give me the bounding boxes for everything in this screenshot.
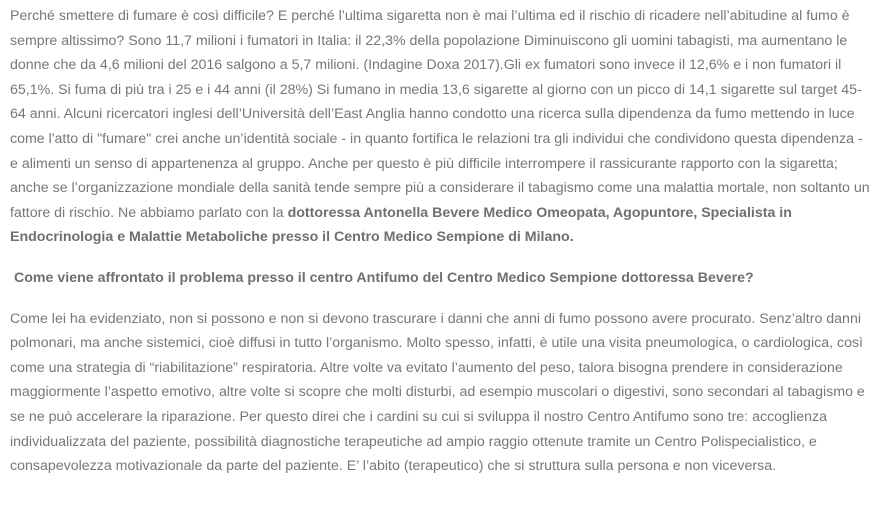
intro-text: Perché smettere di fumare è così difficile? E perché l’ultima sigaretta non è mai l’ultima ed il rischio di ricadere nell’abitudine al fumo è sempre altissimo? Sono 11,7 milioni i fumatori in Italia: il 22,3% della popolazione Diminuiscono gli uomini tabagisti, ma aumentano le donne che da 4,6 milioni del 2016 salgono a 5,7 milioni. (Indagine Doxa 2017).Gli ex fumatori sono invece il 12,6% e i non fumatori il 65,1%. Si fuma di più tra i 25 e i 44 anni (il 28%) Si fumano in media 13,6 sigarette al giorno con un picco di 14,1 sigarette sul target 45-64 anni. Alcuni ricercatori inglesi dell’Università dell’East Anglia hanno condotto una ricerca sulla dipendenza da fumo mettendo in luce come l'atto di "fumare" crei anche un’identità sociale - in quanto fortifica le relazioni tra gli individui che condividono questa dipendenza - e alimenti un senso di appartenenza al gruppo. Anche per questo è più difficile interrompere il rassicurante rapporto con la sigaretta; anche se l’organizzazione mondiale della sanità tende sempre più a considerare il tabagismo come una malattia mortale, non soltanto un fattore di rischio. Ne abbiamo parlato con la [10,8,870,221]
intro-paragraph [10,4,870,250]
answer-paragraph: Come lei ha evidenziato, non si possono e non si devono trascurare i danni che anni di fumo possono avere procurato. Senz’altro danni polmonari, ma anche sistemici, cioè diffusi in tutto l’organismo. Molto spesso, infatti, è utile una visita pneumologica, o cardiologica, così come una strategia di “riabilitazione” respiratoria. Altre volte va evitato l’aumento del peso, talora bisogna prendere in considerazione maggiormente l’aspetto emotivo, altre volte si scopre che molti disturbi, ad esempio muscolari o digestivi, sono secondari al tabagismo e se ne può accelerare la riparazione. Per questo direi che i cardini su cui si sviluppa il nostro Centro Antifumo sono tre: accoglienza individualizzata del paziente, possibilità diagnostiche terapeutiche ad ampio raggio ottenute tramite un Centro Polispecialistico, e consapevolezza motivazionale da parte del paziente. E’ l’abito (terapeutico) che si struttura sulla persona e non viceversa. [10,310,865,475]
interviewee-credentials: dottoressa Antonella Bevere Medico Omeopata, Agopuntore, Specialista in Endocrinologia e Malattie Metaboliche presso il Centro Medico Sempione di Milano. [10,204,792,246]
interview-question: Come viene affrontato il problema presso il centro Antifumo del Centro Medico Sempione dottoressa Bevere? [14,269,754,286]
